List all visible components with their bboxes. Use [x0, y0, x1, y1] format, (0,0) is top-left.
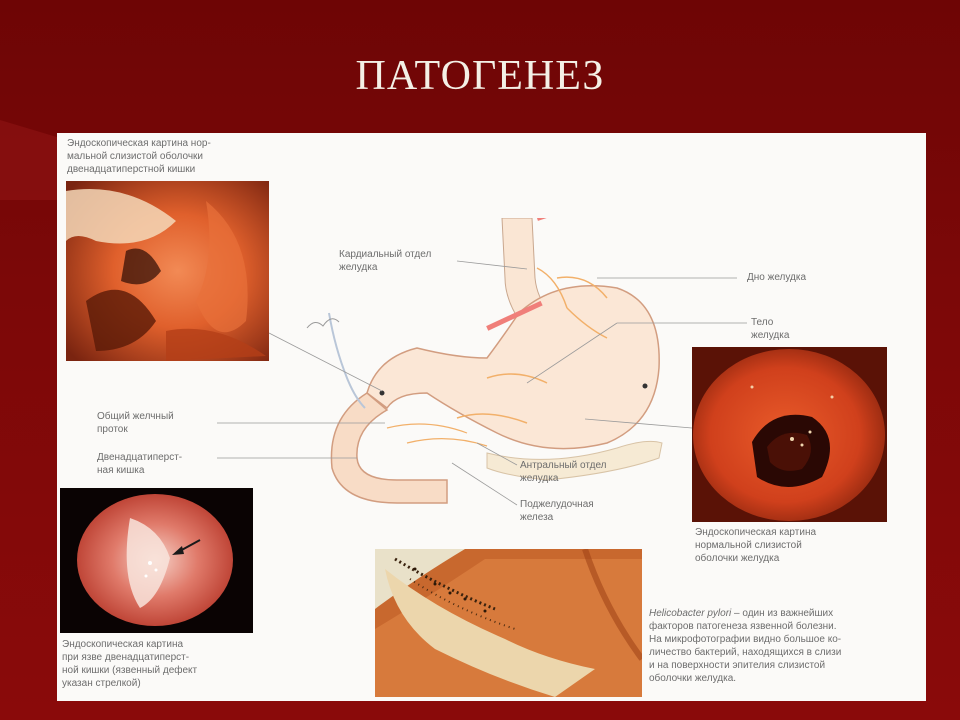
label-cardia: Кардиальный отдел желудка: [339, 249, 432, 273]
label-pancreas: Поджелудочная железа: [520, 499, 594, 523]
label-body: Тело желудка: [751, 317, 790, 341]
caption-helicobacter: [649, 594, 924, 685]
caption-helicobacter-name: Helicobacter pylori: [649, 608, 732, 619]
slide-title: ПАТОГЕНЕЗ: [355, 53, 605, 99]
caption-stomach-normal: Эндоскопическая картина нормальной слизистой оболочки желудка: [695, 527, 817, 564]
figure-panel: [57, 133, 926, 701]
endoscopy-photo-duodenum: [66, 181, 269, 361]
endoscopy-photo-ulcer: [60, 488, 253, 633]
caption-ulcer: Эндоскопическая картина при язве двенадцатиперст- ной кишки (язвенный дефект указан стрелкой): [62, 639, 198, 689]
caption-duodenum-normal: Эндоскопическая картина нор- мальной слизистой оболочки двенадцатиперстной кишки: [67, 138, 211, 175]
endoscopy-photo-stomach: [692, 347, 887, 522]
label-bile-duct: Общий желчный проток: [97, 411, 174, 435]
micrograph-helicobacter: [375, 549, 642, 697]
label-antrum: Антральный отдел желудка: [520, 460, 607, 484]
caption-helicobacter-text: – один из важнейших факторов патогенеза язвенной болезни. На микрофотографии видно большое ко- личество бактерий, находящихся в слизи и на поверхности эпителия слизистой оболочки желудка.: [649, 608, 842, 684]
label-duodenum: Двенадцатиперст- ная кишка: [97, 452, 183, 476]
label-fundus: Дно желудка: [747, 272, 807, 283]
